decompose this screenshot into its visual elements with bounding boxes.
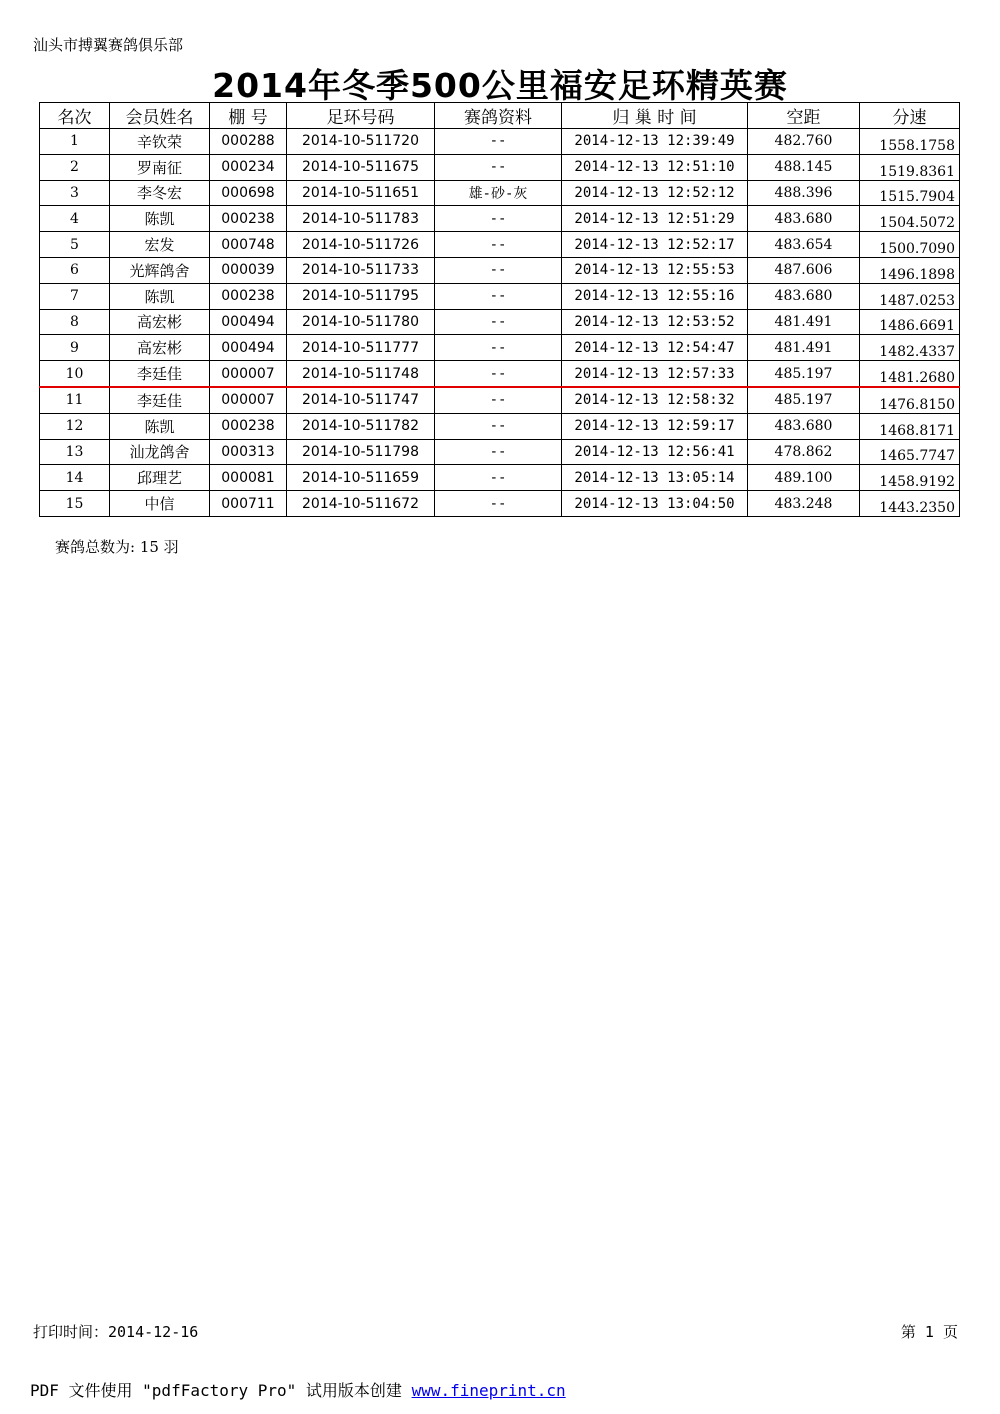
cell-ring-no: 2014-10-511675 <box>287 154 435 180</box>
cell-ring-no: 2014-10-511798 <box>287 439 435 465</box>
table-row <box>40 491 960 517</box>
cell-distance: 483.680 <box>748 283 860 309</box>
cell-loft-no: 000081 <box>210 465 287 491</box>
cell-member-name: 邱理艺 <box>110 465 210 491</box>
cell-distance: 478.862 <box>748 439 860 465</box>
cell-ring-no: 2014-10-511780 <box>287 309 435 335</box>
print-time: 打印时间：2014-12-16 <box>33 1323 199 1341</box>
cell-loft-no: 000313 <box>210 439 287 465</box>
cell-distance: 488.145 <box>748 154 860 180</box>
cell-arrival-time: 2014-12-13 12:39:49 <box>562 129 748 155</box>
cell-distance: 483.248 <box>748 491 860 517</box>
cell-ring-no: 2014-10-511783 <box>287 206 435 232</box>
cell-speed: 1482.4337 <box>860 335 960 361</box>
cell-arrival-time: 2014-12-13 13:04:50 <box>562 491 748 517</box>
cell-distance: 483.654 <box>748 232 860 258</box>
cell-pigeon-info: -- <box>435 335 562 361</box>
cell-pigeon-info: -- <box>435 283 562 309</box>
cell-distance: 487.606 <box>748 257 860 283</box>
cell-speed: 1500.7090 <box>860 232 960 258</box>
cell-rank: 3 <box>40 180 110 206</box>
cell-loft-no: 000039 <box>210 257 287 283</box>
results-body <box>40 129 960 517</box>
header-ring-no: 足环号码 <box>287 103 435 129</box>
header-pigeon-info: 赛鸽资料 <box>435 103 562 129</box>
table-row <box>40 283 960 309</box>
cell-speed: 1481.2680 <box>860 361 960 387</box>
cell-loft-no: 000494 <box>210 335 287 361</box>
cell-rank: 11 <box>40 387 110 413</box>
cell-member-name: 陈凯 <box>110 206 210 232</box>
table-row <box>40 439 960 465</box>
cell-arrival-time: 2014-12-13 12:59:17 <box>562 413 748 439</box>
cell-pigeon-info: -- <box>435 232 562 258</box>
cell-arrival-time: 2014-12-13 12:51:10 <box>562 154 748 180</box>
cell-loft-no: 000238 <box>210 206 287 232</box>
cell-loft-no: 000698 <box>210 180 287 206</box>
cell-distance: 485.197 <box>748 387 860 413</box>
cell-loft-no: 000238 <box>210 413 287 439</box>
cell-member-name: 陈凯 <box>110 283 210 309</box>
cell-arrival-time: 2014-12-13 12:55:16 <box>562 283 748 309</box>
cell-distance: 488.396 <box>748 180 860 206</box>
cell-arrival-time: 2014-12-13 12:52:17 <box>562 232 748 258</box>
cell-ring-no: 2014-10-511777 <box>287 335 435 361</box>
cell-speed: 1504.5072 <box>860 206 960 232</box>
cell-member-name: 宏发 <box>110 232 210 258</box>
cell-member-name: 中信 <box>110 491 210 517</box>
cell-rank: 1 <box>40 129 110 155</box>
cell-pigeon-info: -- <box>435 387 562 413</box>
cell-rank: 7 <box>40 283 110 309</box>
cell-pigeon-info: -- <box>435 491 562 517</box>
cell-speed: 1487.0253 <box>860 283 960 309</box>
cell-pigeon-info: -- <box>435 439 562 465</box>
cell-loft-no: 000238 <box>210 283 287 309</box>
table-row <box>40 335 960 361</box>
page-title: 2014年冬季500公里福安足环精英赛 <box>212 66 788 105</box>
cell-arrival-time: 2014-12-13 12:55:53 <box>562 257 748 283</box>
cell-distance: 483.680 <box>748 206 860 232</box>
cell-arrival-time: 2014-12-13 12:58:32 <box>562 387 748 413</box>
cell-rank: 15 <box>40 491 110 517</box>
cell-pigeon-info: -- <box>435 361 562 387</box>
cell-rank: 10 <box>40 361 110 387</box>
cell-rank: 14 <box>40 465 110 491</box>
cell-pigeon-info: -- <box>435 129 562 155</box>
table-row <box>40 257 960 283</box>
table-row <box>40 387 960 413</box>
cell-distance: 485.197 <box>748 361 860 387</box>
cell-rank: 2 <box>40 154 110 180</box>
cell-arrival-time: 2014-12-13 12:52:12 <box>562 180 748 206</box>
cell-loft-no: 000288 <box>210 129 287 155</box>
header-distance: 空距 <box>748 103 860 129</box>
cell-loft-no: 000007 <box>210 387 287 413</box>
cell-speed: 1468.8171 <box>860 413 960 439</box>
cell-pigeon-info: -- <box>435 206 562 232</box>
cell-speed: 1458.9192 <box>860 465 960 491</box>
cell-loft-no: 000494 <box>210 309 287 335</box>
table-row <box>40 361 960 387</box>
club-name: 汕头市搏翼赛鸽俱乐部 <box>33 36 184 54</box>
cell-distance: 481.491 <box>748 309 860 335</box>
cell-loft-no: 000711 <box>210 491 287 517</box>
results-table <box>39 102 960 517</box>
cell-member-name: 高宏彬 <box>110 335 210 361</box>
cell-rank: 13 <box>40 439 110 465</box>
total-count: 赛鸽总数为: 15 羽 <box>55 538 179 556</box>
pdf-footer <box>30 1378 566 1401</box>
cell-distance: 483.680 <box>748 413 860 439</box>
table-row <box>40 232 960 258</box>
header-rank: 名次 <box>40 103 110 129</box>
cell-arrival-time: 2014-12-13 12:56:41 <box>562 439 748 465</box>
cell-ring-no: 2014-10-511782 <box>287 413 435 439</box>
page-number: 第 1 页 <box>900 1323 958 1341</box>
cell-member-name: 李廷佳 <box>110 387 210 413</box>
cell-speed: 1465.7747 <box>860 439 960 465</box>
cell-speed: 1486.6691 <box>860 309 960 335</box>
footer-link[interactable]: www.fineprint.cn <box>411 1381 566 1400</box>
table-row <box>40 413 960 439</box>
header-arrival-time: 归 巢 时 间 <box>562 103 748 129</box>
cell-speed: 1515.7904 <box>860 180 960 206</box>
table-row <box>40 465 960 491</box>
cell-ring-no: 2014-10-511747 <box>287 387 435 413</box>
cell-ring-no: 2014-10-511726 <box>287 232 435 258</box>
cell-rank: 12 <box>40 413 110 439</box>
cell-member-name: 辛钦荣 <box>110 129 210 155</box>
cell-distance: 481.491 <box>748 335 860 361</box>
footer-text: PDF 文件使用 "pdfFactory Pro" 试用版本创建 <box>30 1381 412 1400</box>
header-member-name: 会员姓名 <box>110 103 210 129</box>
cell-pigeon-info: -- <box>435 154 562 180</box>
header-row <box>40 103 960 129</box>
cell-rank: 6 <box>40 257 110 283</box>
cell-ring-no: 2014-10-511720 <box>287 129 435 155</box>
cell-speed: 1558.1758 <box>860 129 960 155</box>
table-row <box>40 180 960 206</box>
cell-pigeon-info: -- <box>435 465 562 491</box>
table-row <box>40 129 960 155</box>
cell-member-name: 李冬宏 <box>110 180 210 206</box>
cell-rank: 8 <box>40 309 110 335</box>
cell-pigeon-info: -- <box>435 413 562 439</box>
table-row <box>40 206 960 232</box>
cell-member-name: 汕龙鸽舍 <box>110 439 210 465</box>
cell-arrival-time: 2014-12-13 13:05:14 <box>562 465 748 491</box>
cell-member-name: 罗南征 <box>110 154 210 180</box>
cell-member-name: 高宏彬 <box>110 309 210 335</box>
cell-pigeon-info: 雄-砂-灰 <box>435 180 562 206</box>
cell-arrival-time: 2014-12-13 12:53:52 <box>562 309 748 335</box>
table-row <box>40 309 960 335</box>
cell-ring-no: 2014-10-511733 <box>287 257 435 283</box>
cell-member-name: 光辉鸽舍 <box>110 257 210 283</box>
cell-arrival-time: 2014-12-13 12:54:47 <box>562 335 748 361</box>
cell-speed: 1476.8150 <box>860 387 960 413</box>
cell-ring-no: 2014-10-511651 <box>287 180 435 206</box>
cell-arrival-time: 2014-12-13 12:51:29 <box>562 206 748 232</box>
cell-rank: 9 <box>40 335 110 361</box>
cell-arrival-time: 2014-12-13 12:57:33 <box>562 361 748 387</box>
cell-rank: 4 <box>40 206 110 232</box>
cell-speed: 1496.1898 <box>860 257 960 283</box>
cell-loft-no: 000007 <box>210 361 287 387</box>
cell-pigeon-info: -- <box>435 309 562 335</box>
cell-ring-no: 2014-10-511659 <box>287 465 435 491</box>
cell-ring-no: 2014-10-511748 <box>287 361 435 387</box>
cell-distance: 482.760 <box>748 129 860 155</box>
cell-loft-no: 000234 <box>210 154 287 180</box>
table-row <box>40 154 960 180</box>
cell-ring-no: 2014-10-511795 <box>287 283 435 309</box>
cell-rank: 5 <box>40 232 110 258</box>
cell-speed: 1519.8361 <box>860 154 960 180</box>
cell-ring-no: 2014-10-511672 <box>287 491 435 517</box>
cell-member-name: 陈凯 <box>110 413 210 439</box>
cell-member-name: 李廷佳 <box>110 361 210 387</box>
cell-pigeon-info: -- <box>435 257 562 283</box>
header-loft-no: 棚 号 <box>210 103 287 129</box>
cell-speed: 1443.2350 <box>860 491 960 517</box>
cell-distance: 489.100 <box>748 465 860 491</box>
header-speed: 分速 <box>860 103 960 129</box>
cell-loft-no: 000748 <box>210 232 287 258</box>
